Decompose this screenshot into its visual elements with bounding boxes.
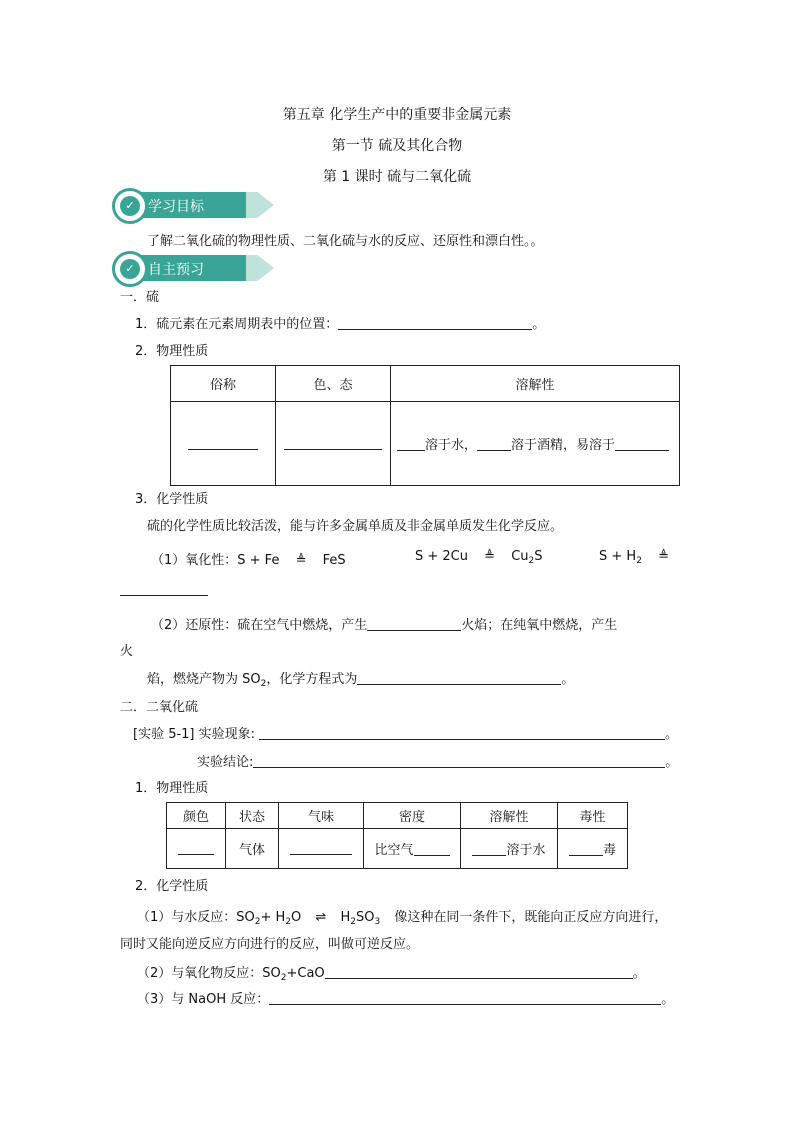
answer-blank[interactable] bbox=[414, 842, 450, 856]
punct: 。 bbox=[561, 672, 575, 687]
answer-blank[interactable] bbox=[477, 437, 511, 451]
physical-props-heading: 2．物理性质 bbox=[135, 344, 209, 359]
sulfur-properties-table bbox=[170, 365, 680, 486]
answer-blank[interactable] bbox=[284, 436, 382, 450]
product-text: S bbox=[534, 549, 543, 564]
text: O bbox=[291, 910, 302, 925]
subscript: 3 bbox=[374, 917, 381, 927]
check-icon: ✓ bbox=[120, 259, 140, 279]
part2-heading: 二．二氧化硫 bbox=[120, 700, 199, 715]
text: 火焰；在纯氧中燃烧，产生 bbox=[461, 618, 618, 633]
chemical-props-desc: 硫的化学性质比较活泼，能与许多金属单质及非金属单质发生化学反应。 bbox=[147, 519, 564, 534]
goal-text: 了解二氧化硫的物理性质、二氧化硫与水的反应、还原性和漂白性。。 bbox=[147, 234, 544, 249]
text: （2）还原性：硫在空气中燃烧，产生 bbox=[151, 618, 368, 633]
answer-blank[interactable] bbox=[253, 754, 665, 768]
experiment-conclusion bbox=[197, 751, 678, 770]
table-cell bbox=[391, 402, 680, 486]
heating-symbol: ≜ bbox=[295, 553, 307, 568]
so2-properties-table bbox=[166, 802, 628, 869]
punct: 。 bbox=[665, 755, 679, 770]
answer-blank[interactable] bbox=[357, 671, 561, 685]
learning-goals-banner bbox=[112, 188, 274, 222]
header-cell: 溶解性 bbox=[391, 366, 680, 402]
subscript: 2 bbox=[280, 973, 287, 983]
subscript: 2 bbox=[350, 917, 356, 927]
answer-blank[interactable] bbox=[338, 316, 532, 330]
answer-blank[interactable] bbox=[397, 437, 425, 451]
header-cell: 俗称 bbox=[171, 366, 276, 402]
lesson-title: 第 1 课时 硫与二氧化硫 bbox=[322, 169, 472, 185]
text: SO bbox=[355, 910, 375, 925]
cell-text: 溶于水 bbox=[506, 843, 546, 858]
subscript: 2 bbox=[285, 917, 292, 927]
answer-blank[interactable] bbox=[472, 842, 506, 856]
heating-symbol: ≜ bbox=[658, 549, 669, 564]
reactant-text: S + 2Cu bbox=[415, 549, 468, 564]
header-cell: 颜色 bbox=[167, 803, 226, 829]
answer-blank[interactable] bbox=[120, 582, 208, 596]
table-cell: 气体 bbox=[226, 829, 279, 869]
answer-blank[interactable] bbox=[367, 617, 461, 631]
answer-blank[interactable] bbox=[290, 841, 352, 855]
sulfur-position-question bbox=[135, 313, 545, 332]
text: 焰，燃烧产物为 SO bbox=[147, 672, 261, 687]
reactant-text: （1）氧化性：S + Fe bbox=[151, 553, 280, 568]
header-cell: 溶解性 bbox=[461, 803, 558, 829]
punct: 。 bbox=[532, 317, 546, 332]
reducing-line-3 bbox=[147, 668, 574, 689]
self-study-banner bbox=[112, 251, 274, 285]
punct: 。 bbox=[632, 966, 646, 981]
cell-text: 比空气 bbox=[374, 843, 414, 858]
oxidizing-reaction-1 bbox=[151, 549, 346, 568]
text: 实验结论: bbox=[197, 755, 254, 770]
product-text: Cu bbox=[511, 549, 529, 564]
subscript: 2 bbox=[636, 556, 642, 566]
answer-blank[interactable] bbox=[569, 842, 603, 856]
text: （1）与水反应：SO bbox=[137, 910, 255, 925]
text: 像这种在同一条件下，既能向正反应方向进行， bbox=[394, 910, 668, 925]
chapter-title: 第五章 化学生产中的重要非金属元素 bbox=[282, 107, 512, 123]
table-cell bbox=[167, 829, 226, 869]
reducing-line-1 bbox=[151, 614, 617, 633]
header-cell: 色、态 bbox=[276, 366, 391, 402]
reducing-line-2: 火 bbox=[120, 644, 134, 659]
reactant-text: S + H bbox=[599, 549, 637, 564]
section-title: 第一节 硫及其化合物 bbox=[331, 138, 463, 154]
text: ，化学方程式为 bbox=[266, 672, 358, 687]
water-reaction-line bbox=[137, 906, 667, 927]
table-cell bbox=[276, 402, 391, 486]
banner-label: 学习目标 bbox=[148, 199, 204, 215]
answer-blank[interactable] bbox=[178, 841, 214, 855]
cell-text: 溶于水， bbox=[425, 438, 478, 453]
cell-text: 溶于酒精，易溶于 bbox=[511, 438, 616, 453]
answer-blank[interactable] bbox=[188, 436, 258, 450]
table-cell bbox=[364, 829, 461, 869]
naoh-reaction-line bbox=[137, 988, 674, 1007]
table-cell bbox=[461, 829, 558, 869]
question-text: 1．硫元素在元素周期表中的位置： bbox=[135, 317, 339, 332]
so2-chemical-heading: 2．化学性质 bbox=[135, 879, 209, 894]
header-cell: 毒性 bbox=[558, 803, 628, 829]
answer-blank[interactable] bbox=[325, 965, 633, 979]
experiment-phenomenon bbox=[133, 723, 678, 742]
text: （2）与氧化物反应：SO bbox=[137, 966, 281, 981]
text: +CaO bbox=[286, 966, 325, 981]
header-cell: 气味 bbox=[279, 803, 364, 829]
oxidizing-reaction-3 bbox=[599, 549, 669, 566]
table-cell bbox=[279, 829, 364, 869]
subscript: 2 bbox=[260, 679, 267, 689]
text: [实验 5-1] 实验现象: bbox=[133, 727, 256, 742]
so2-physical-heading: 1．物理性质 bbox=[135, 781, 209, 796]
header-cell: 状态 bbox=[226, 803, 279, 829]
punct: 。 bbox=[661, 992, 675, 1007]
header-cell: 密度 bbox=[364, 803, 461, 829]
reversible-arrow-icon: ⇌ bbox=[315, 910, 327, 925]
text: H bbox=[340, 910, 351, 925]
product-text: FeS bbox=[322, 553, 346, 568]
punct: 。 bbox=[665, 727, 679, 742]
answer-blank[interactable] bbox=[269, 991, 661, 1005]
text: + H bbox=[260, 910, 286, 925]
answer-blank[interactable] bbox=[259, 726, 665, 740]
cell-text: 毒 bbox=[602, 843, 616, 858]
chemical-props-heading: 3．化学性质 bbox=[135, 492, 209, 507]
table-cell bbox=[171, 402, 276, 486]
heating-symbol: ≜ bbox=[484, 549, 496, 564]
oxidizing-reaction-2 bbox=[415, 549, 543, 566]
subscript: 2 bbox=[254, 917, 261, 927]
reaction-answer-line bbox=[120, 582, 208, 598]
subscript: 2 bbox=[528, 556, 535, 566]
reversible-definition: 同时又能向逆反应方向进行的反应，叫做可逆反应。 bbox=[120, 937, 420, 952]
table-cell bbox=[558, 829, 628, 869]
part1-heading: 一．硫 bbox=[120, 290, 160, 305]
text: （3）与 NaOH 反应： bbox=[137, 992, 270, 1007]
banner-label: 自主预习 bbox=[148, 262, 204, 278]
check-icon: ✓ bbox=[120, 196, 140, 216]
oxide-reaction-line bbox=[137, 962, 646, 983]
answer-blank[interactable] bbox=[615, 437, 669, 451]
